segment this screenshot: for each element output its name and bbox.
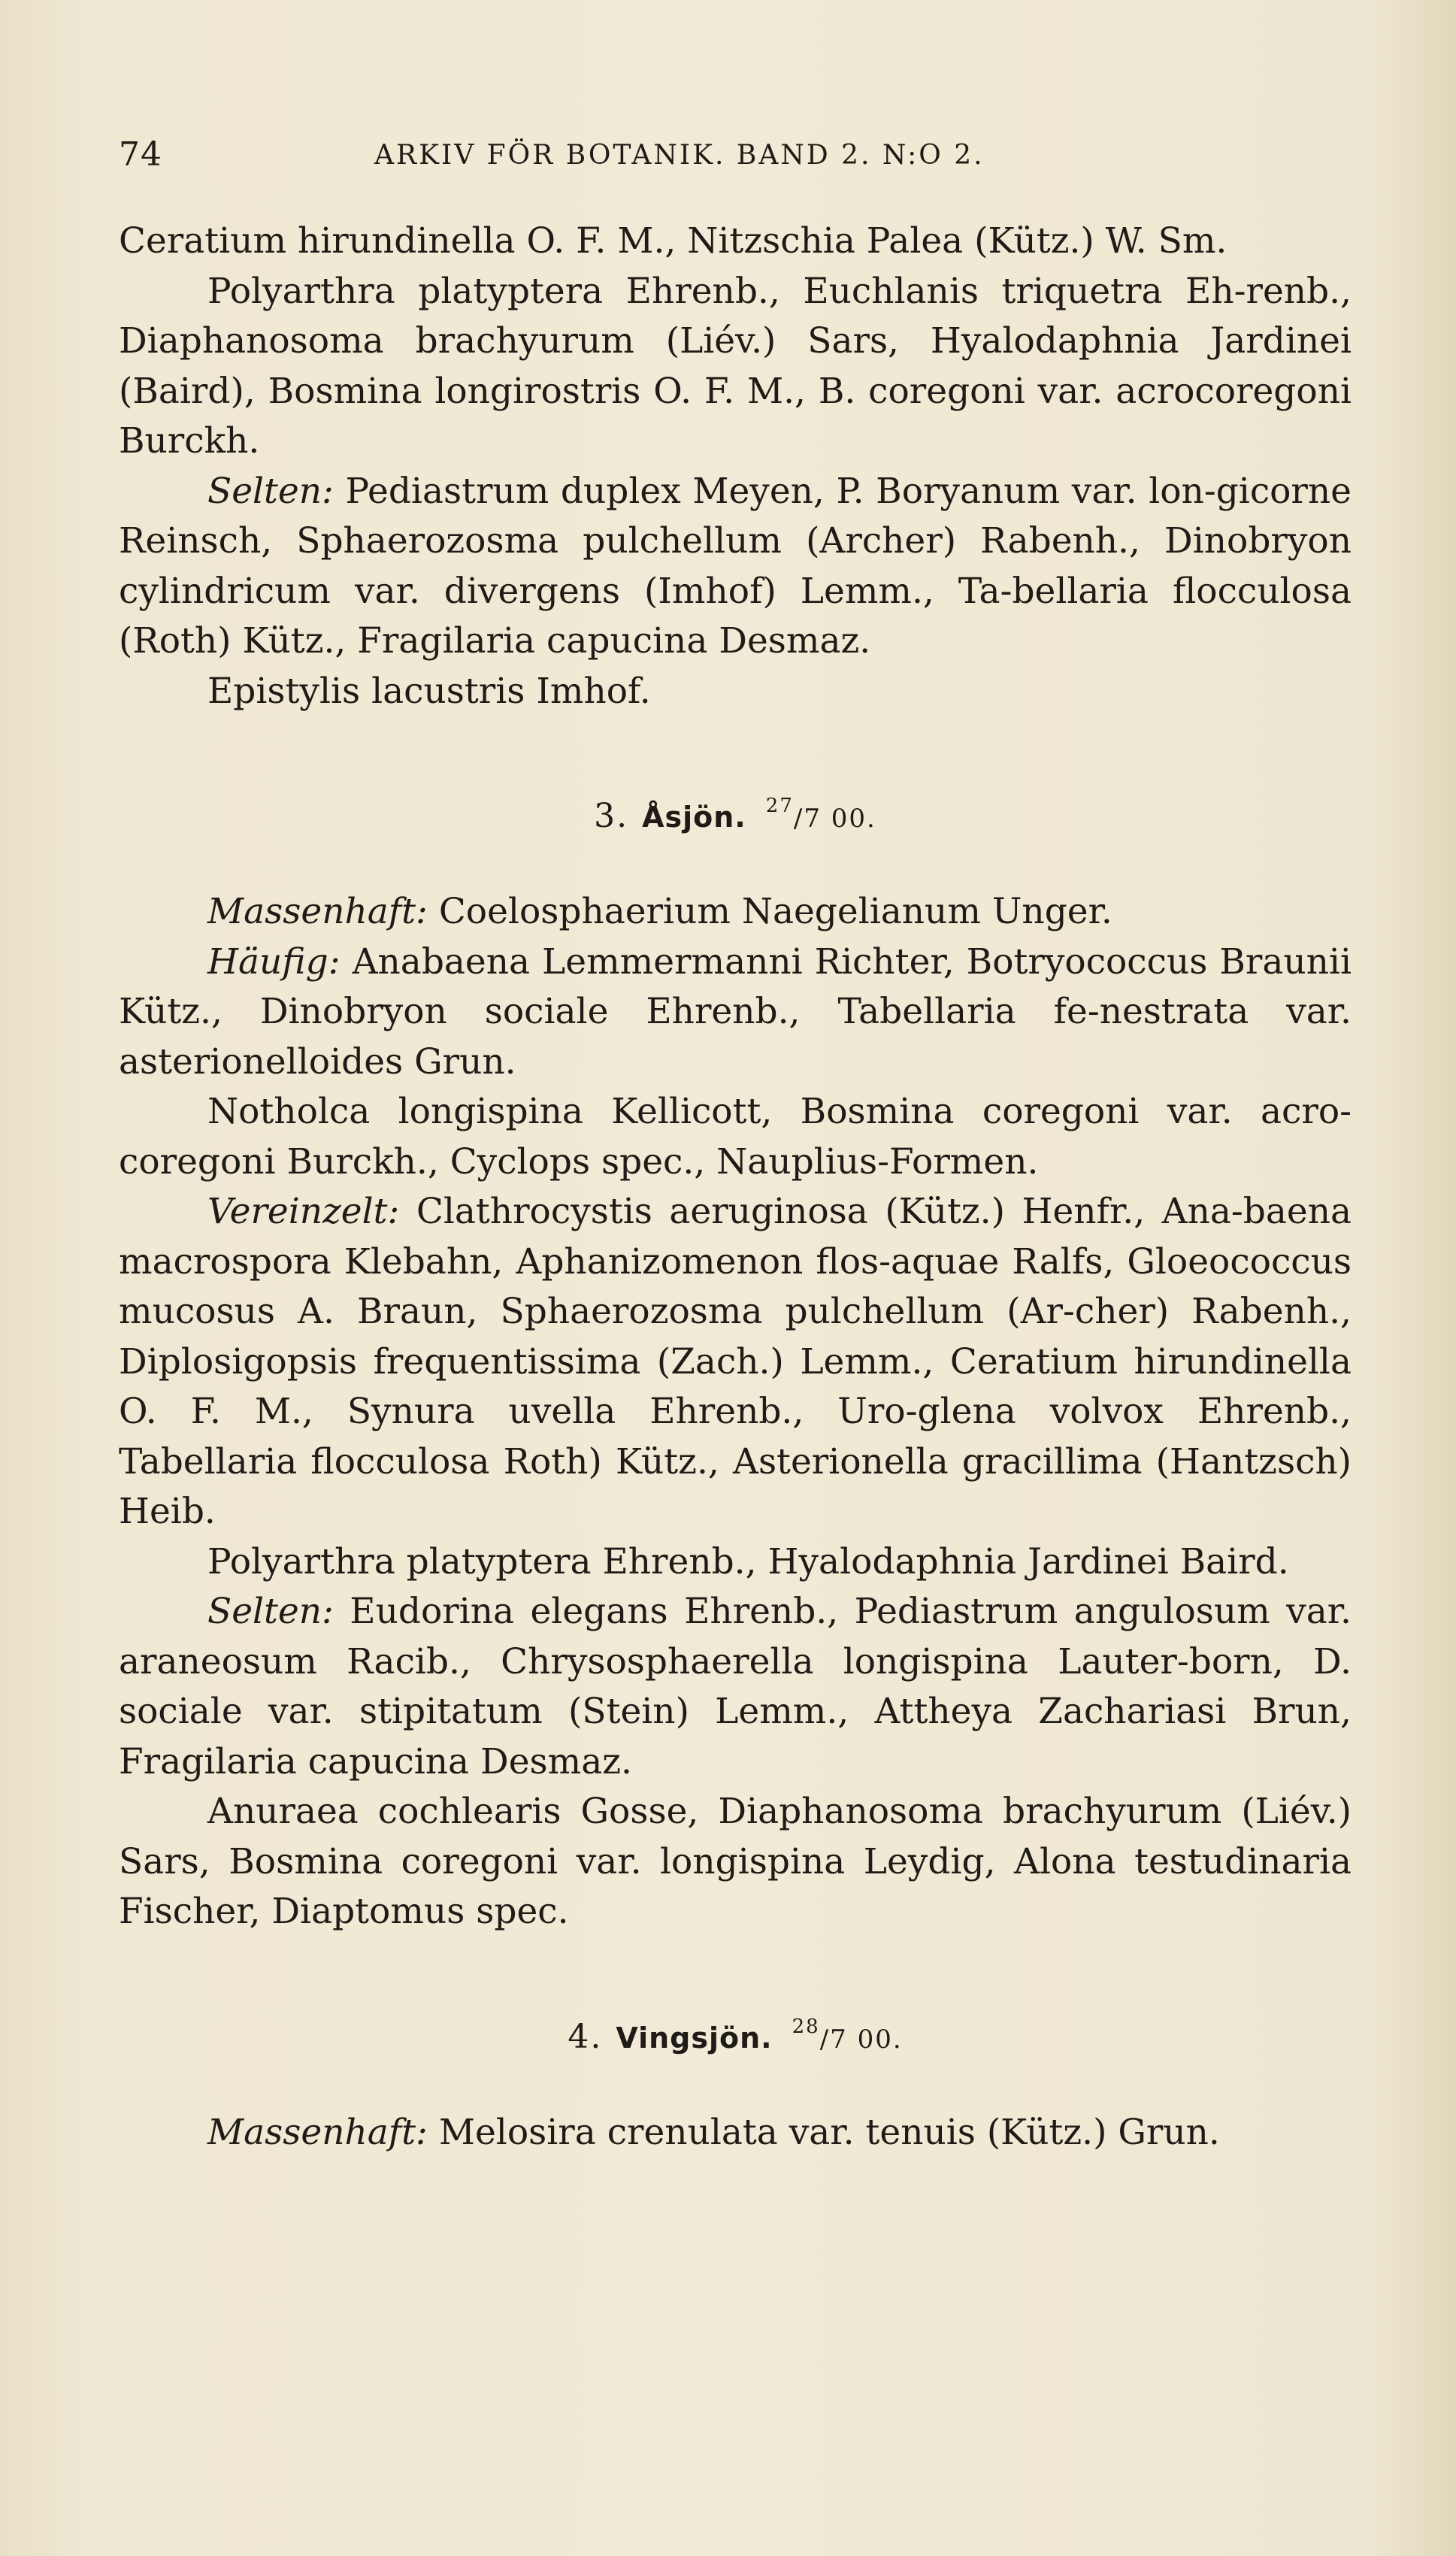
section-lake-name: Åsjön. (642, 801, 746, 834)
species-list: Ceratium hirundinella O. F. M., Nitzschia Palea (Kütz.) W. Sm. (119, 220, 1227, 262)
frequency-label: Selten: (207, 470, 334, 512)
section-date-day: 28 (792, 2015, 820, 2038)
species-list: Anuraea cochlearis Gosse, Diaphanosoma brachyurum (Liév.) Sars, Bosmina coregoni var. longispina Leydig, Alona testudinaria Fischer, Diaptomus spec. (119, 1791, 1352, 1932)
frequency-label: Massenhaft: (207, 2111, 428, 2153)
section-date-day: 27 (765, 795, 794, 817)
paragraph (119, 217, 1352, 267)
section-heading (119, 2002, 1352, 2064)
species-list: Eudorina elegans Ehrenb., Pediastrum angulosum var. araneosum Racib., Chrysosphaerella longispina Lauter-born, D. sociale var. stipitatum (Stein) Lemm., Attheya Zachariasi Brun, Fragilaria capucina Desmaz. (119, 1591, 1352, 1782)
species-list: Epistylis lacustris Imhof. (207, 670, 651, 712)
frequency-label: Vereinzelt: (207, 1191, 400, 1232)
frequency-label: Massenhaft: (207, 891, 428, 932)
section-date-month-year: /7 00. (819, 2024, 903, 2055)
paragraph (119, 467, 1352, 667)
section-date (766, 797, 876, 835)
paragraph (119, 887, 1352, 937)
section-date-month-year: /7 00. (793, 804, 876, 834)
paragraph (119, 1787, 1352, 1937)
page-header (119, 135, 1352, 188)
running-head: ARKIV FÖR BOTANIK. BAND 2. N:O 2. (374, 140, 985, 171)
frequency-label: Häufig: (207, 940, 341, 983)
paragraph (119, 267, 1352, 467)
species-list: Polyarthra platyptera Ehrenb., Hyalodaphnia Jardinei Baird. (207, 1540, 1289, 1582)
paragraph (119, 667, 1352, 717)
paragraph (119, 937, 1352, 1088)
paragraph (119, 1087, 1352, 1187)
page-number: 74 (119, 135, 162, 174)
paragraph (119, 1537, 1352, 1588)
section-number: 4. (568, 2017, 603, 2056)
section-date (792, 2015, 903, 2056)
species-list: Clathrocystis aeruginosa (Kütz.) Henfr., Ana-baena macrospora Klebahn, Aphanizomenon flos-aquae Ralfs, Gloeococcus mucosus A. Braun, Sphaerozosma pulchellum (Ar-cher) Rabenh., Diplosigopsis frequentissima (Zach.) Lemm., Ceratium hirundinella O. F. M., Synura uvella Ehrenb., Uro-glena volvox Ehrenb., Tabellaria flocculosa Roth) Kütz., Asterionella gracillima (Hantzsch) Heib. (119, 1191, 1352, 1532)
species-list: Coelosphaerium Naegelianum Unger. (438, 891, 1112, 932)
species-list: Notholca longispina Kellicott, Bosmina coregoni var. acro-coregoni Burckh., Cyclops spec., Nauplius-Formen. (119, 1091, 1352, 1183)
paragraph (119, 2108, 1352, 2158)
paragraph (119, 1187, 1352, 1537)
species-list: Anabaena Lemmermanni Richter, Botryococcus Braunii Kütz., Dinobryon sociale Ehrenb., Tabellaria fe-nestrata var. asterionelloides Grun. (119, 940, 1352, 1083)
species-list: Melosira crenulata var. tenuis (Kütz.) Grun. (438, 2111, 1220, 2153)
species-list: Polyarthra platyptera Ehrenb., Euchlanis triquetra Eh-renb., Diaphanosoma brachyurum (Liév.) Sars, Hyalodaphnia Jardinei (Baird), Bosmina longirostris O. F. M., B. coregoni var. acrocoregoni Burckh. (119, 270, 1352, 462)
frequency-label: Selten: (207, 1591, 334, 1632)
section-number: 3. (594, 797, 629, 835)
section-lake-name: Vingsjön. (616, 2021, 773, 2055)
species-list: Pediastrum duplex Meyen, P. Boryanum var. lon-gicorne Reinsch, Sphaerozosma pulchellum (Archer) Rabenh., Dinobryon cylindricum var. divergens (Imhof) Lemm., Ta-bellaria flocculosa (Roth) Kütz., Fragilaria capucina Desmaz. (119, 470, 1352, 662)
section-heading (119, 781, 1352, 843)
paragraph (119, 1587, 1352, 1787)
body-text (119, 217, 1352, 2158)
